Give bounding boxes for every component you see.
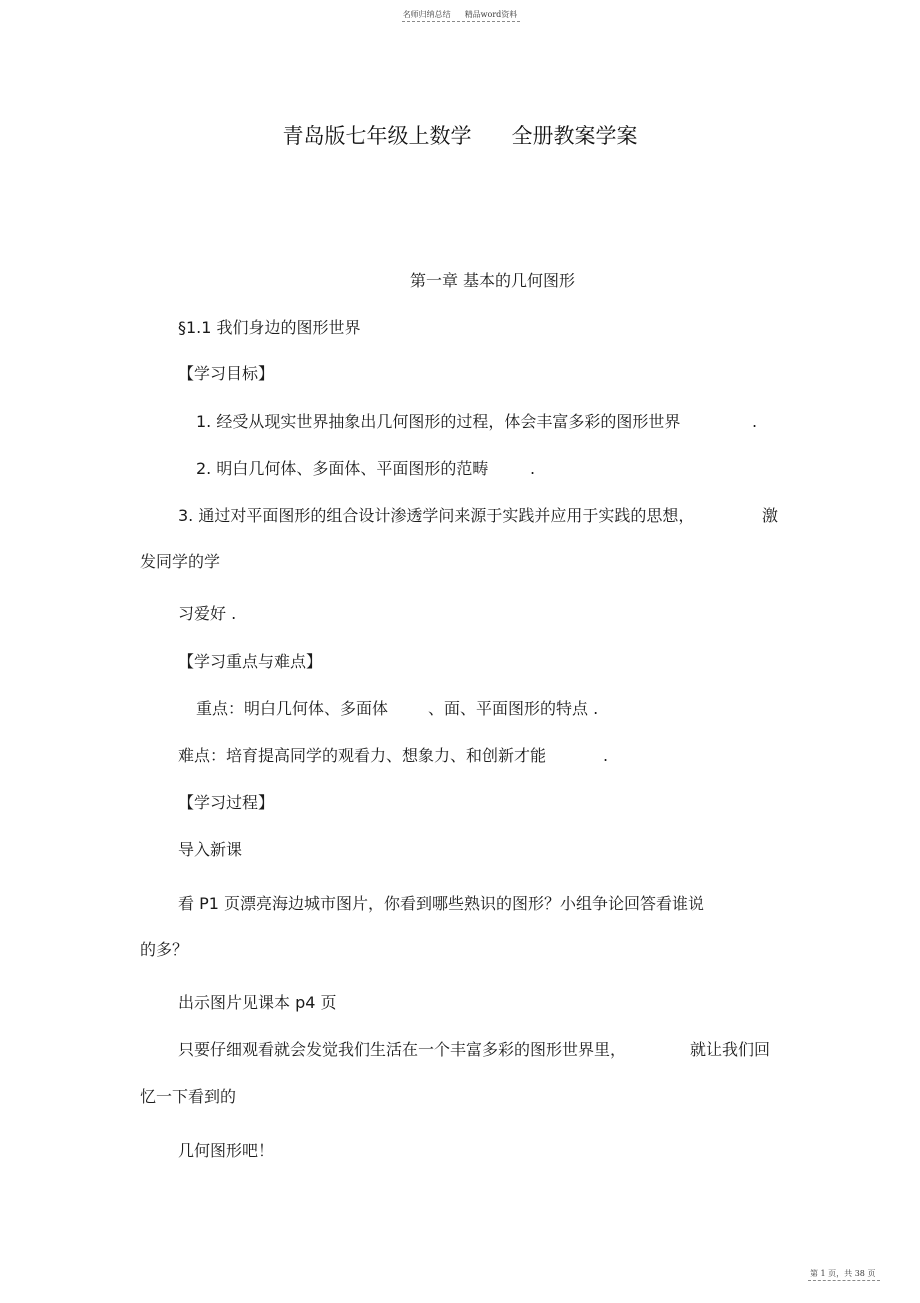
paragraph-3-continuation: 忆一下看到的: [140, 1087, 237, 1106]
key-point: 重点：明白几何体、多面体: [196, 699, 389, 718]
header-left-text: 名师归纳总结: [402, 10, 451, 19]
paragraph-1-continuation: 的多？: [140, 940, 189, 959]
goal-item-3-continuation: 发同学的学: [140, 552, 221, 571]
goal-item-2-end: .: [530, 459, 536, 478]
goal-item-2: 2. 明白几何体、多面体、平面图形的范畴: [196, 459, 489, 478]
header-divider: [402, 21, 520, 22]
difficult-point-end: .: [603, 746, 609, 765]
section-heading: §1.1 我们身边的图形世界: [178, 318, 361, 337]
paragraph-3: 只要仔细观看就会发觉我们生活在一个丰富多彩的图形世界里，: [178, 1040, 627, 1059]
keypoints-heading: 【学习重点与难点】: [178, 652, 323, 671]
goal-item-3-continuation-2: 习爱好 .: [178, 604, 237, 623]
title-part2: 全册教案学案: [511, 124, 638, 148]
process-heading: 【学习过程】: [178, 793, 275, 812]
title-part1: 青岛版七年级上数学: [282, 124, 472, 148]
paragraph-3-end: 就让我们回: [690, 1040, 771, 1059]
page-header: [0, 9, 920, 20]
goal-item-1-end: .: [752, 412, 758, 431]
document-title: [0, 120, 920, 150]
paragraph-1: 看 P1 页漂亮海边城市图片，你看到哪些熟识的图形？小组争论回答看谁说: [178, 894, 705, 913]
difficult-point: 难点：培育提高同学的观看力、想象力、和创新才能: [178, 746, 547, 765]
paragraph-2: 出示图片见课本 p4 页: [178, 993, 337, 1012]
goal-item-1: 1. 经受从现实世界抽象出几何图形的过程，体会丰富多彩的图形世界: [196, 412, 681, 431]
goal-item-3: 3. 通过对平面图形的组合设计渗透学问来源于实践并应用于实践的思想，: [178, 506, 695, 525]
page-number: 第 1 页，共 38 页: [810, 1269, 876, 1278]
footer-divider: [808, 1280, 880, 1281]
chapter-heading: 第一章 基本的几何图形: [409, 271, 576, 290]
intro-heading: 导入新课: [178, 840, 243, 859]
goals-heading: 【学习目标】: [178, 364, 275, 383]
paragraph-3-continuation-2: 几何图形吧！: [178, 1141, 275, 1160]
header-right-text: 精品word资料: [464, 10, 518, 19]
key-point-end: 、面、平面图形的特点 .: [428, 699, 599, 718]
goal-item-3-end: 激: [762, 506, 779, 525]
